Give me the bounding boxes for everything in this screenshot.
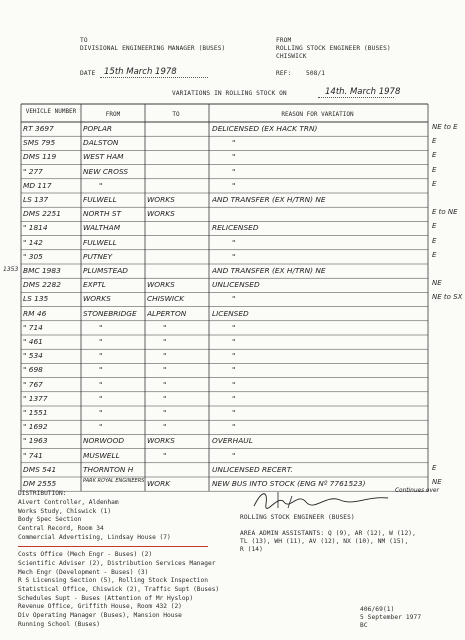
cell-vehicle: MD 117 xyxy=(23,180,52,190)
cell-vehicle: " 305 xyxy=(23,251,43,261)
cell-vehicle: " 534 xyxy=(23,351,43,361)
cell-vehicle: DM 2555 xyxy=(23,479,57,488)
cell-vehicle: BMC 1983 xyxy=(23,266,61,275)
cell-to: " xyxy=(163,393,167,403)
cell-from: NEW CROSS xyxy=(83,166,129,176)
cell-to: WORKS xyxy=(147,209,175,219)
col-header-to: TO xyxy=(172,111,180,118)
signature-title: ROLLING STOCK ENGINEER (BUSES) xyxy=(240,514,355,521)
cell-from: " xyxy=(99,422,103,432)
cell-to: " xyxy=(163,422,167,432)
cell-reason: " xyxy=(232,322,236,332)
cell-vehicle: " 142 xyxy=(23,237,43,247)
cell-reason: UNLICENSED xyxy=(212,280,260,290)
cell-from: " xyxy=(99,180,103,190)
cell-reason: " xyxy=(232,237,236,247)
distribution-item: Central Record, Room 34 xyxy=(18,525,104,533)
cell-reason: " xyxy=(232,393,236,403)
cell-to: " xyxy=(163,322,167,332)
cell-reason: " xyxy=(232,408,236,417)
cell-from: THORNTON H xyxy=(83,464,134,474)
cell-from: WEST HAM xyxy=(83,152,124,162)
distribution-item: Costs Office (Mech Engr - Buses) (2) xyxy=(18,551,153,559)
ref-value: 508/1 xyxy=(306,70,326,77)
cell-to: " xyxy=(163,408,167,417)
cell-from: " xyxy=(99,365,103,375)
cell-reason: " xyxy=(232,365,236,375)
cell-to: " xyxy=(163,351,167,361)
distribution-item: Statistical Office, Chiswick (2), Traffic Supt (Buses) xyxy=(18,586,220,593)
cell-reason: " xyxy=(232,379,236,389)
distribution-item: R S Licensing Section (5), Rolling Stock Inspection xyxy=(18,577,208,585)
cell-vehicle: SMS 795 xyxy=(23,138,56,148)
cell-to: " xyxy=(163,450,167,460)
cell-from: WORKS xyxy=(83,294,111,304)
cell-to: " xyxy=(163,365,167,375)
cell-reason: AND TRANSFER (EX H/TRN) NE xyxy=(212,195,326,204)
cell-from: PLUMSTEAD xyxy=(83,266,128,275)
signature-scrawl-icon xyxy=(248,488,398,510)
distribution-heading: DISTRIBUTION: xyxy=(18,490,67,497)
cell-to: CHISWICK xyxy=(147,294,185,304)
cell-reason: " xyxy=(232,351,236,361)
assistants-line1: AREA ADMIN ASSISTANTS: Q (9), AR (12), W (12), xyxy=(240,530,416,537)
cell-to: ALPERTON xyxy=(147,308,187,318)
cell-vehicle: DMS 2282 xyxy=(23,280,61,290)
distribution-item: Aivert Controller, Aldenham xyxy=(18,499,119,506)
ref-label: REF: xyxy=(276,70,292,77)
cell-from: PUTNEY xyxy=(83,251,113,261)
cell-to: " xyxy=(163,379,167,389)
continues-note: Continues over xyxy=(395,488,439,494)
cell-vehicle: " 277 xyxy=(23,166,43,176)
col-header-from: FROM xyxy=(105,111,121,118)
cell-from: STONEBRIDGE xyxy=(83,308,137,318)
cell-route-note: E xyxy=(432,151,437,160)
cell-vehicle: " 1963 xyxy=(23,436,48,446)
cell-route-note: NE xyxy=(432,279,442,288)
cell-vehicle: " 741 xyxy=(23,450,43,460)
signature xyxy=(248,488,398,510)
cell-from: " xyxy=(99,408,103,417)
cell-reason: " xyxy=(232,152,236,162)
cell-reason: " xyxy=(232,180,236,190)
cell-from: PARK ROYAL ENGINEERS xyxy=(83,478,145,484)
footer-date: 5 September 1977 xyxy=(360,614,422,621)
cell-route-note: E xyxy=(432,179,437,188)
cell-vehicle: RT 3697 xyxy=(23,124,54,133)
cell-to: WORKS xyxy=(147,280,175,290)
cell-reason: NEW BUS INTO STOCK (ENG Nº 7761523) xyxy=(212,479,366,488)
cell-to: " xyxy=(163,337,167,346)
distribution-item: Revenue Office, Griffith House, Room 432 (2) xyxy=(18,603,182,611)
assistants-line3: R (14) xyxy=(240,546,263,553)
cell-route-note: E xyxy=(432,222,437,231)
cell-vehicle: " 1551 xyxy=(23,408,48,417)
to-label: TO xyxy=(80,37,88,44)
cell-from: " xyxy=(99,322,103,332)
cell-vehicle: RM 46 xyxy=(23,308,47,318)
cell-vehicle: " 1814 xyxy=(23,223,48,233)
cell-from: " xyxy=(99,337,103,346)
cell-reason: " xyxy=(232,450,236,460)
cell-reason: OVERHAUL xyxy=(212,436,253,446)
col-header-reason: REASON FOR VARIATION xyxy=(281,111,354,118)
cell-reason: RELICENSED xyxy=(212,223,259,233)
cell-reason: UNLICENSED RECERT. xyxy=(212,464,293,474)
cell-vehicle: " 461 xyxy=(23,337,43,346)
cell-from: EXPTL xyxy=(83,280,106,290)
cell-from: " xyxy=(99,393,103,403)
cell-to: WORKS xyxy=(147,195,175,204)
cell-from: FULWELL xyxy=(83,195,117,204)
red-underline xyxy=(18,546,208,547)
cell-reason: " xyxy=(232,337,236,346)
cell-reason: " xyxy=(232,251,236,261)
cell-from: " xyxy=(99,379,103,389)
cell-vehicle: DMS 119 xyxy=(23,152,57,162)
cell-route-note: E xyxy=(432,165,437,174)
footer-form: 406/69(1) xyxy=(360,606,395,613)
distribution-item: Scientific Adviser (2), Distribution Services Manager xyxy=(18,559,216,567)
cell-vehicle: " 1692 xyxy=(23,422,48,432)
cell-reason: AND TRANSFER (EX H/TRN) NE xyxy=(212,266,326,275)
cell-from: NORTH ST xyxy=(83,209,122,219)
subject-date: 14th. March 1978 xyxy=(325,87,401,97)
date-value: 15th March 1978 xyxy=(104,67,177,77)
cell-route-note: E xyxy=(432,137,437,146)
assistants-line2: TL (13), WH (11), AV (12), NX (10), NM (15), xyxy=(240,538,409,545)
col-header-vehicle: VEHICLE NUMBER xyxy=(25,108,77,115)
cell-reason: " xyxy=(232,138,236,148)
cell-reason: DELICENSED (EX HACK TRN) xyxy=(212,124,318,133)
cell-vehicle: " 767 xyxy=(23,379,43,389)
cell-route-note: NE to E xyxy=(432,123,458,131)
distribution-item: Running School (Buses) xyxy=(18,620,100,628)
cell-route-note: E to NE xyxy=(432,208,458,217)
cell-vehicle: " 698 xyxy=(23,365,43,375)
distribution-item: Div Operating Manager (Buses), Mansion House xyxy=(18,612,182,620)
cell-route-note: NE to SX xyxy=(432,293,463,302)
cell-vehicle: DMS 541 xyxy=(23,464,57,474)
cell-from: NORWOOD xyxy=(83,436,125,446)
cell-route-note: E xyxy=(432,236,437,245)
cell-route-note: E xyxy=(432,463,437,472)
distribution-item: Body Spec Section xyxy=(18,516,82,524)
to-value: DIVISIONAL ENGINEERING MANAGER (BUSES) xyxy=(80,45,226,52)
cell-from: FULWELL xyxy=(83,237,117,247)
cell-reason: " xyxy=(232,422,236,432)
cell-vehicle: LS 135 xyxy=(23,294,49,304)
cell-route-note: NE xyxy=(432,478,442,486)
cell-vehicle: LS 137 xyxy=(23,195,49,204)
cell-from: WALTHAM xyxy=(83,223,121,233)
from-value-line2: CHISWICK xyxy=(276,53,307,60)
cell-vehicle: " 714 xyxy=(23,322,43,332)
cell-from: POPLAR xyxy=(83,124,113,133)
distribution-item: Schedules Supt - Buses (Attention of Mr Hyslop) xyxy=(18,594,194,602)
cell-from: MUSWELL xyxy=(83,450,120,460)
cell-reason: " xyxy=(232,166,236,176)
cell-vehicle: " 1377 xyxy=(23,393,48,403)
distribution-item: Mech Engr (Development - Buses) (3) xyxy=(18,568,149,576)
cell-reason: " xyxy=(232,294,236,304)
subject-prefix: VARIATIONS IN ROLLING STOCK ON xyxy=(172,90,287,97)
cell-vehicle: DMS 2251 xyxy=(23,209,61,219)
from-label: FROM xyxy=(276,37,292,44)
cell-from: " xyxy=(99,351,103,361)
cell-route-note: E xyxy=(432,250,437,259)
margin-note: 1353 xyxy=(3,266,19,273)
from-value-line1: ROLLING STOCK ENGINEER (BUSES) xyxy=(276,45,391,52)
cell-to: WORK xyxy=(147,479,171,488)
cell-to: WORKS xyxy=(147,436,175,446)
distribution-item: Works Study, Chiswick (1) xyxy=(18,507,112,515)
distribution-item: Commercial Advertising, Lindsay House (7) xyxy=(18,533,171,541)
date-label: DATE xyxy=(80,70,96,77)
footer-code: BC xyxy=(360,622,368,629)
cell-reason: LICENSED xyxy=(212,308,249,318)
cell-from: DALSTON xyxy=(83,138,119,148)
